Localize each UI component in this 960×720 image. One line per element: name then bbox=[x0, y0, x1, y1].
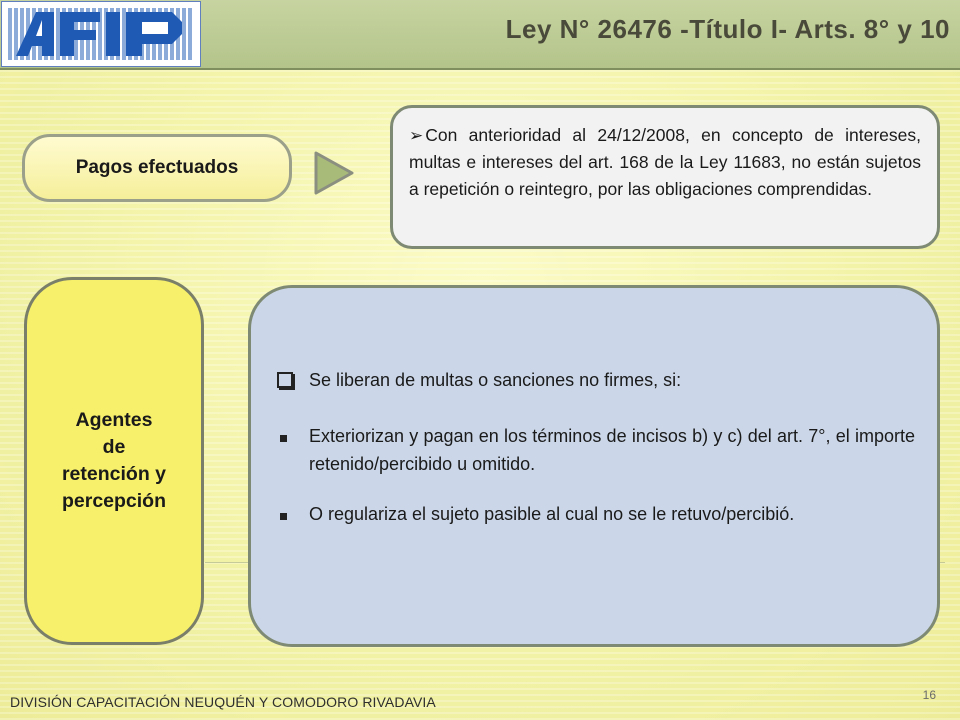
pagos-description: Con anterioridad al 24/12/2008, en concepto de intereses, multas e intereses del art. 168 de la Ley 11683, no están sujetos a repetición o reintegro, por las obligaciones comprendidas. bbox=[409, 125, 921, 199]
condition-text: Exteriorizan y pagan en los términos de incisos b) y c) del art. 7°, el importe retenido/percibido u omitido. bbox=[309, 426, 915, 474]
agentes-label-box bbox=[24, 277, 204, 645]
afip-logo-graphic bbox=[2, 2, 200, 66]
list-item bbox=[273, 500, 915, 528]
conditions-lead: Se liberan de multas o sanciones no firmes, si: bbox=[309, 370, 682, 390]
afip-logo bbox=[1, 1, 201, 67]
right-arrow-icon bbox=[313, 150, 355, 196]
page-title: Ley N° 26476 -Título I- Arts. 8° y 10 bbox=[505, 14, 950, 44]
pagos-efectuados-label: Pagos efectuados bbox=[22, 134, 292, 202]
condition-text: O regulariza el sujeto pasible al cual no se le retuvo/percibió. bbox=[309, 504, 795, 524]
list-item bbox=[273, 366, 915, 396]
agentes-label-line1: Agentes bbox=[75, 409, 153, 431]
checkbox-bullet-icon bbox=[277, 372, 293, 388]
agentes-label-line4: percepción bbox=[61, 490, 167, 512]
page-number: 16 bbox=[922, 688, 936, 702]
agentes-label-line3: retención y bbox=[61, 463, 167, 485]
pagos-description-box bbox=[390, 105, 940, 249]
agentes-label-line2: de bbox=[102, 436, 126, 458]
header-bar bbox=[0, 0, 960, 70]
list-item bbox=[273, 422, 915, 478]
arrow-bullet-icon: ➢ bbox=[409, 126, 424, 145]
footer-division: DIVISIÓN CAPACITACIÓN NEUQUÉN Y COMODORO RIVADAVIA bbox=[10, 694, 436, 710]
agentes-conditions-box bbox=[248, 285, 940, 647]
square-bullet-icon bbox=[280, 435, 287, 442]
square-bullet-icon bbox=[280, 513, 287, 520]
